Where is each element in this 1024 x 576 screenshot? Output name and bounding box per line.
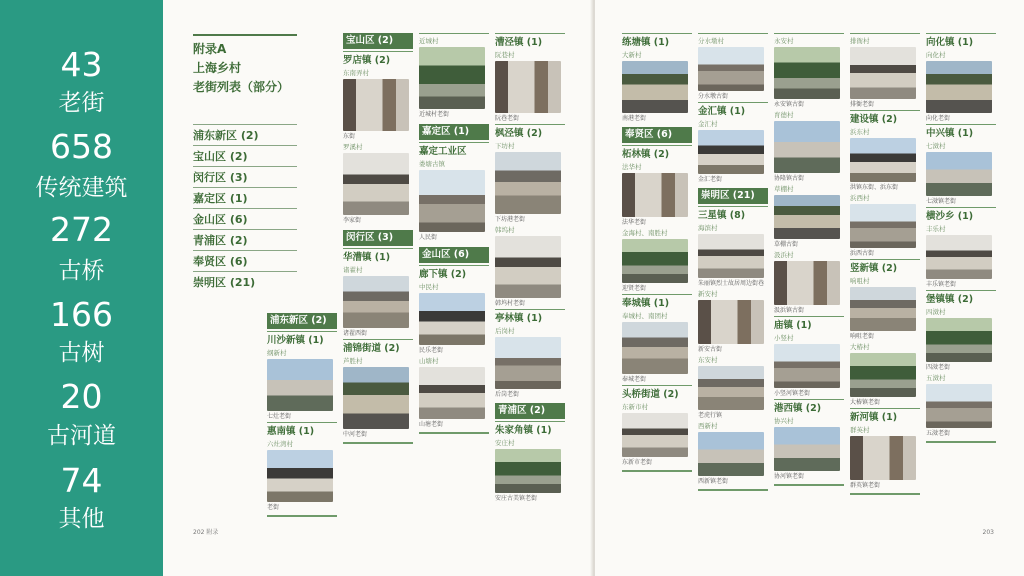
- district-header: 崇明区 (21): [698, 188, 768, 204]
- street-photo: [419, 47, 485, 109]
- photo-caption: 永安镇古街: [774, 101, 805, 108]
- street-photo: [850, 353, 916, 397]
- district-count: 奉贤区 (6): [193, 250, 297, 271]
- stat-value: 20: [60, 377, 103, 416]
- photo-caption: 排衙老街: [850, 101, 875, 108]
- district-count: 青浦区 (2): [193, 229, 297, 250]
- photo-caption: 洪镇东街、浜东街: [850, 184, 899, 191]
- village-name: 六灶湾村: [267, 440, 293, 448]
- street-photo: [698, 366, 764, 410]
- photo-caption: 奉城老街: [622, 376, 647, 383]
- photo-caption: 丰乐镇老街: [926, 281, 957, 288]
- district-count: 崇明区 (21): [193, 271, 297, 292]
- district-header: 浦东新区 (2): [267, 313, 337, 329]
- street-photo: [850, 287, 916, 331]
- photo-caption: 金汇老街: [698, 176, 723, 183]
- village-name: 金汇村: [698, 120, 718, 128]
- street-photo: [267, 450, 333, 502]
- photo-caption: 东街: [343, 133, 356, 140]
- street-photo: [495, 449, 561, 493]
- town-name: 川沙新镇 (1): [267, 331, 337, 348]
- photo-caption: 协隆镇古街: [774, 175, 805, 182]
- photo-caption: 中河老街: [343, 431, 368, 438]
- village-name: 小竖村: [774, 334, 794, 342]
- village-name: 东安村: [698, 356, 718, 364]
- list-column: [343, 33, 413, 444]
- street-photo: [774, 47, 840, 99]
- village-name: 诸翟村: [343, 266, 363, 274]
- photo-caption: 韩坞村老街: [495, 300, 526, 307]
- town-name: 三星镇 (8): [698, 206, 768, 223]
- town-name: 练塘镇 (1): [622, 33, 692, 50]
- photo-caption: 南港老街: [622, 115, 647, 122]
- village-name: 协兴村: [774, 417, 794, 425]
- town-name: 亭林镇 (1): [495, 309, 565, 326]
- village-name: 分水墩村: [698, 33, 768, 46]
- town-name: 横沙乡 (1): [926, 207, 996, 224]
- street-photo: [495, 152, 561, 214]
- street-photo: [622, 61, 688, 113]
- street-photo: [622, 322, 688, 374]
- book-spread: [163, 0, 1024, 576]
- village-name: 安庄村: [495, 439, 515, 447]
- photo-caption: 朱丽镇烈士故居周边街巷: [698, 280, 765, 287]
- photo-caption: 四滧老街: [926, 364, 951, 371]
- district-count: 浦东新区 (2): [193, 124, 297, 145]
- street-photo: [698, 300, 764, 344]
- list-column: [698, 33, 768, 491]
- district-header: 宝山区 (2): [343, 33, 413, 49]
- street-photo: [343, 367, 409, 429]
- photo-caption: 五滧老街: [926, 430, 951, 437]
- street-photo: [926, 61, 992, 113]
- column-end-rule: [343, 442, 413, 444]
- photo-caption: 法华老街: [622, 219, 647, 226]
- street-photo: [495, 337, 561, 389]
- street-photo: [343, 79, 409, 131]
- list-column: [622, 33, 692, 472]
- street-photo: [622, 173, 688, 217]
- photo-caption: 山塘老街: [419, 421, 444, 428]
- photo-caption: 迎贤老街: [622, 285, 647, 292]
- village-name: 东新市村: [622, 403, 648, 411]
- village-name: 山塘村: [419, 357, 439, 365]
- street-photo: [926, 318, 992, 362]
- village-name: 后岗村: [495, 327, 515, 335]
- column-end-rule: [698, 489, 768, 491]
- photo-caption: 阮巷老街: [495, 115, 520, 122]
- town-name: 向化镇 (1): [926, 33, 996, 50]
- town-name: 头桥街道 (2): [622, 385, 692, 402]
- street-photo: [698, 130, 764, 174]
- photo-caption: 近城村老街: [419, 111, 450, 118]
- village-name: 汲浜村: [774, 251, 794, 259]
- stat-value: 74: [60, 461, 103, 500]
- town-name: 华漕镇 (1): [343, 248, 413, 265]
- village-name: 阮巷村: [495, 51, 515, 59]
- list-column: [850, 33, 920, 495]
- column-end-rule: [926, 441, 996, 443]
- village-name: 五滧村: [926, 374, 946, 382]
- village-name: 金海村、南胜村: [622, 229, 668, 237]
- photo-caption: 响咀老街: [850, 333, 875, 340]
- page-number: 203: [982, 529, 994, 536]
- photo-caption: 诸翟西街: [343, 330, 368, 337]
- stat-label: 古树: [58, 340, 105, 366]
- photo-caption: 大椿镇老街: [850, 399, 881, 406]
- photo-caption: 安庄古美镇老街: [495, 495, 538, 502]
- street-photo: [774, 427, 840, 471]
- village-name: 罗溪村: [343, 143, 363, 151]
- village-name: 西新村: [698, 422, 718, 430]
- street-photo: [850, 47, 916, 99]
- village-name: 响咀村: [850, 277, 870, 285]
- photo-caption: 新安古街: [698, 346, 723, 353]
- town-name: 竖新镇 (2): [850, 259, 920, 276]
- village-name: 韩坞村: [495, 226, 515, 234]
- street-photo: [419, 293, 485, 345]
- stats-panel: [0, 0, 163, 576]
- town-name: 建设镇 (2): [850, 110, 920, 127]
- street-photo: [850, 204, 916, 248]
- photo-caption: 浜西古街: [850, 250, 875, 257]
- town-name: 庙镇 (1): [774, 316, 844, 333]
- district-header: 嘉定区 (1): [419, 124, 489, 140]
- left-page: [163, 0, 593, 576]
- village-name: 新安村: [698, 290, 718, 298]
- list-column: [926, 33, 996, 443]
- town-name: 廊下镇 (2): [419, 265, 489, 282]
- photo-caption: 人民街: [419, 234, 438, 241]
- street-photo: [267, 359, 333, 411]
- page-number: 202 附录: [193, 529, 219, 536]
- village-name: 法华村: [622, 163, 642, 171]
- village-name: 大椿村: [850, 343, 870, 351]
- village-name: 草棚村: [774, 185, 794, 193]
- street-photo: [419, 367, 485, 419]
- stat-label: 古桥: [58, 258, 105, 284]
- town-name: 港西镇 (2): [774, 399, 844, 416]
- district-header: 闵行区 (3): [343, 230, 413, 246]
- street-photo: [774, 261, 840, 305]
- village-name: 四滧村: [926, 308, 946, 316]
- town-name: 枫泾镇 (2): [495, 124, 565, 141]
- column-end-rule: [267, 515, 337, 517]
- village-name: 东南弄村: [343, 69, 369, 77]
- town-name: 堡镇镇 (2): [926, 290, 996, 307]
- village-name: 向化村: [926, 51, 946, 59]
- street-photo: [622, 413, 688, 457]
- appendix-title-block: [193, 34, 297, 97]
- appendix-title-line: 上海乡村: [193, 61, 242, 75]
- photo-caption: 下坊港老街: [495, 216, 526, 223]
- village-name: 丰乐村: [926, 225, 946, 233]
- village-name: 群英村: [850, 426, 870, 434]
- town-name: 罗店镇 (2): [343, 51, 413, 68]
- stat-value: 166: [50, 295, 113, 334]
- street-photo: [343, 276, 409, 328]
- photo-caption: 李家街: [343, 217, 362, 224]
- village-name: 海滨村: [698, 224, 718, 232]
- town-name: 浦锦街道 (2): [343, 339, 413, 356]
- district-header: 金山区 (6): [419, 247, 489, 263]
- street-photo: [926, 235, 992, 279]
- title-rule: [193, 34, 297, 36]
- village-name: 奉城村、南团村: [622, 312, 668, 320]
- appendix-label: 附录A: [193, 42, 227, 56]
- district-count: 金山区 (6): [193, 208, 297, 229]
- street-photo: [774, 195, 840, 239]
- village-name: 娄塘古镇: [419, 160, 445, 168]
- stat-label: 古河道: [47, 423, 116, 449]
- village-name: 浜西村: [850, 194, 870, 202]
- list-column: [419, 33, 489, 434]
- stat-label: 传统建筑: [35, 175, 128, 201]
- photo-caption: 小竖河镇老街: [774, 390, 811, 397]
- list-column: [495, 33, 565, 504]
- photo-caption: 老虎行镇: [698, 412, 723, 419]
- village-name: 纲新村: [267, 349, 287, 357]
- photo-caption: 群英镇老街: [850, 482, 881, 489]
- village-name: 排衙村: [850, 33, 920, 46]
- photo-caption: 汲浜镇古街: [774, 307, 805, 314]
- photo-caption: 老街: [267, 504, 280, 511]
- town-name: 金汇镇 (1): [698, 102, 768, 119]
- stat-label: 老街: [58, 90, 105, 116]
- town-name: 惠南镇 (1): [267, 422, 337, 439]
- street-photo: [622, 239, 688, 283]
- street-photo: [419, 170, 485, 232]
- street-photo: [698, 234, 764, 278]
- list-column: [774, 33, 844, 486]
- village-name: 芦胜村: [343, 357, 363, 365]
- photo-caption: 后岗老街: [495, 391, 520, 398]
- stat-value: 272: [50, 210, 113, 249]
- photo-caption: 东新市老街: [622, 459, 653, 466]
- stat-value: 43: [60, 45, 103, 84]
- district-header: 奉贤区 (6): [622, 127, 692, 143]
- village-name: 七滧村: [926, 142, 946, 150]
- photo-caption: 民乐老街: [419, 347, 444, 354]
- village-name: 中民村: [419, 283, 439, 291]
- appendix-title-line: 老街列表（部分）: [193, 80, 290, 94]
- list-column: [267, 313, 337, 517]
- village-name: 育德村: [774, 111, 794, 119]
- village-name: 永安村: [774, 33, 844, 46]
- town-name: 奉城镇 (1): [622, 294, 692, 311]
- photo-caption: 分水墩古街: [698, 93, 729, 100]
- street-photo: [698, 47, 764, 91]
- town-name: 柘林镇 (2): [622, 145, 692, 162]
- column-end-rule: [850, 493, 920, 495]
- town-name: 漕泾镇 (1): [495, 33, 565, 50]
- village-name: 近城村: [419, 33, 489, 46]
- column-end-rule: [419, 432, 489, 434]
- village-name: 浜东村: [850, 128, 870, 136]
- photo-caption: 七灶老街: [267, 413, 292, 420]
- stat-label: 其他: [58, 506, 105, 532]
- street-photo: [926, 152, 992, 196]
- street-photo: [850, 436, 916, 480]
- town-name: 嘉定工业区: [419, 142, 489, 159]
- town-name: 朱家角镇 (1): [495, 421, 565, 438]
- street-photo: [495, 61, 561, 113]
- village-name: 大新村: [622, 51, 642, 59]
- street-photo: [774, 344, 840, 388]
- town-name: 新河镇 (1): [850, 408, 920, 425]
- street-photo: [343, 153, 409, 215]
- street-photo: [850, 138, 916, 182]
- street-photo: [926, 384, 992, 428]
- photo-caption: 协河镇老街: [774, 473, 805, 480]
- district-count: 闵行区 (3): [193, 166, 297, 187]
- town-name: 中兴镇 (1): [926, 124, 996, 141]
- photo-caption: 西新镇老街: [698, 478, 729, 485]
- photo-caption: 七滧镇老街: [926, 198, 957, 205]
- photo-caption: 向化老街: [926, 115, 951, 122]
- district-header: 青浦区 (2): [495, 403, 565, 419]
- district-count: 嘉定区 (1): [193, 187, 297, 208]
- village-name: 下坊村: [495, 142, 515, 150]
- photo-caption: 草棚古街: [774, 241, 799, 248]
- stat-value: 658: [50, 127, 113, 166]
- street-photo: [495, 236, 561, 298]
- column-end-rule: [622, 470, 692, 472]
- column-end-rule: [774, 484, 844, 486]
- street-photo: [774, 121, 840, 173]
- right-page: [595, 0, 1024, 576]
- district-count: 宝山区 (2): [193, 145, 297, 166]
- street-photo: [698, 432, 764, 476]
